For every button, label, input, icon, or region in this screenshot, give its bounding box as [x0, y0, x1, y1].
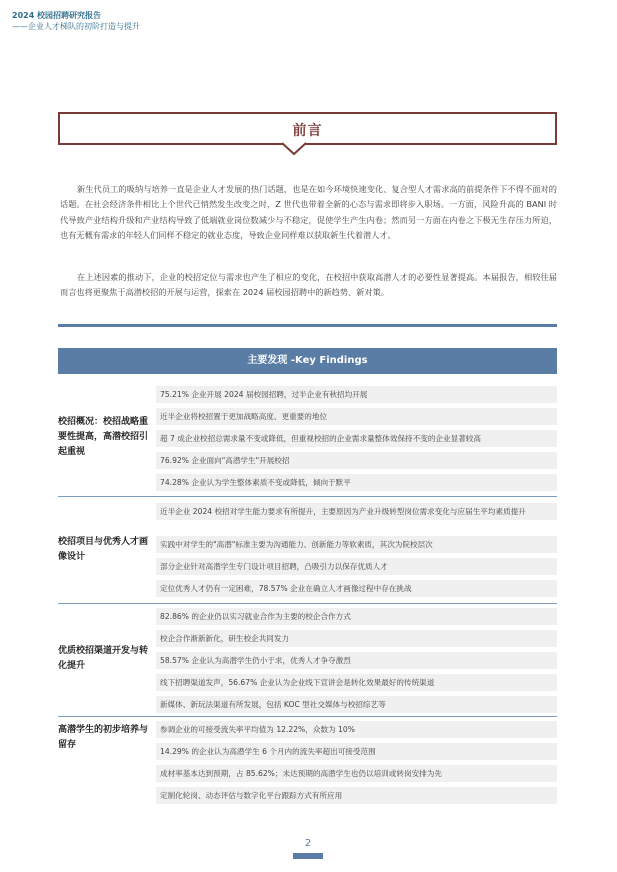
findings-group-retention [58, 717, 557, 809]
report-header [12, 10, 140, 32]
findings-group-project-design [58, 497, 557, 604]
page-number: 2 [304, 838, 312, 849]
finding-item: 近半企业将校招置于更加战略高度、更重要的地位 [156, 408, 557, 425]
preface-title-box [58, 112, 557, 145]
finding-item: 76.92% 企业面向"高潜学生"开展校招 [156, 452, 557, 469]
finding-item: 部分企业针对高潜学生专门设计项目招聘，凸吸引力以保存优质人才 [156, 558, 557, 575]
finding-item: 定制化轮岗、动态评估与数字化平台跟踪方式有所应用 [156, 787, 557, 804]
page-number-bar [293, 853, 323, 859]
finding-item: 成材率基本达到预期，占 85.62%；未达预期的高潜学生也仍以培训或转岗安排为先 [156, 765, 557, 782]
finding-item: 校企合作渐新新化，研生校企共同发力 [156, 630, 557, 647]
finding-item: 75.21% 企业开展 2024 届校园招聘，过半企业有秋招均开展 [156, 386, 557, 403]
key-findings-title: 主要发现 -Key Findings [58, 348, 557, 374]
preface-paragraph-2: 在上述因素的推动下，企业的校招定位与需求也产生了相应的变化，在校招中获取高潜人才的必要性显著提高。本届报告，相较往届而言也将更聚焦于高潜校招的开展与运营，探索在 2024 届校园招聘中的新趋势、新对策。 [60, 272, 557, 298]
findings-group-label: 校招概况：校招战略重要性提高，高潜校招引起重视 [58, 417, 149, 457]
finding-item: 近半企业 2024 校招对学生能力要求有所提升，主要原因为产业升级转型岗位需求变化与应届生平均素质提升 [156, 503, 557, 520]
report-subtitle: ——企业人才梯队的初阶打造与提升 [12, 22, 140, 31]
finding-item: 14.29% 的企业认为高潜学生 6 个月内的流失率超出可接受范围 [156, 743, 557, 760]
findings-group-label: 优质校招渠道开发与转化提升 [58, 646, 149, 671]
finding-item: 超 7 成企业校招总需求量不变或降低，但重视校招的企业需求量整体效保持不变的企业显著较高 [156, 430, 557, 447]
finding-item: 参调企业的可接受流失率平均值为 12.22%，众数为 10% [156, 721, 557, 738]
report-title: 2024 校园招聘研究报告 [12, 11, 102, 20]
findings-group-overview [58, 380, 557, 497]
finding-item: 线下招聘渠道发声，56.67% 企业认为企业线下宣讲会是转化效果最好的传统渠道 [156, 674, 557, 691]
preface-paragraph-1: 新生代员工的吸纳与培养一直是企业人才发展的热门话题，也是在如今环境快速变化、复合型人才需求高的前提条件下不得不面对的话题。在社会经济条件相比上个世代已悄然发生改变之时，Z 世代也带着全新的心态与需求即将步入职场。一方面，风险升高的 BANI 时代导致产业结构升级和产业结构导致了低端就业岗位数减少与不稳定，促使学生产生内卷；然而另一方面在内卷之下极无生存压力所迫，也有无概有需求的年轻人们同样不稳定的就业态度，导致企业同样难以获取新生代着潜人才。 [60, 184, 557, 240]
finding-item: 58.57% 企业认为高潜学生仍小于求，优秀人才争夺激烈 [156, 652, 557, 669]
findings-group-label: 校招项目与优秀人才画像设计 [58, 537, 149, 562]
finding-item: 实践中对学生的"高潜"标准主要为沟通能力、创新能力等软素质，其次为院校层次 [156, 536, 557, 553]
finding-item: 74.28% 企业认为学生整体素质不变或降低，倾向于默平 [156, 474, 557, 491]
preface-title: 前言 [292, 123, 323, 139]
section-divider [58, 324, 557, 327]
findings-group-label: 高潜学生的初步培养与留存 [58, 725, 149, 750]
speech-notch-icon [282, 142, 306, 156]
findings-group-channels [58, 604, 557, 717]
finding-item: 82.86% 的企业仍以实习就业合作为主要的校企合作方式 [156, 608, 557, 625]
finding-item: 定位优秀人才仍有一定困难，78.57% 企业在确立人才画像过程中存在挑战 [156, 580, 557, 597]
finding-item: 新媒体、新玩法渠道有所发展，包括 KOC 型社交媒体与校招综艺等 [156, 696, 557, 713]
